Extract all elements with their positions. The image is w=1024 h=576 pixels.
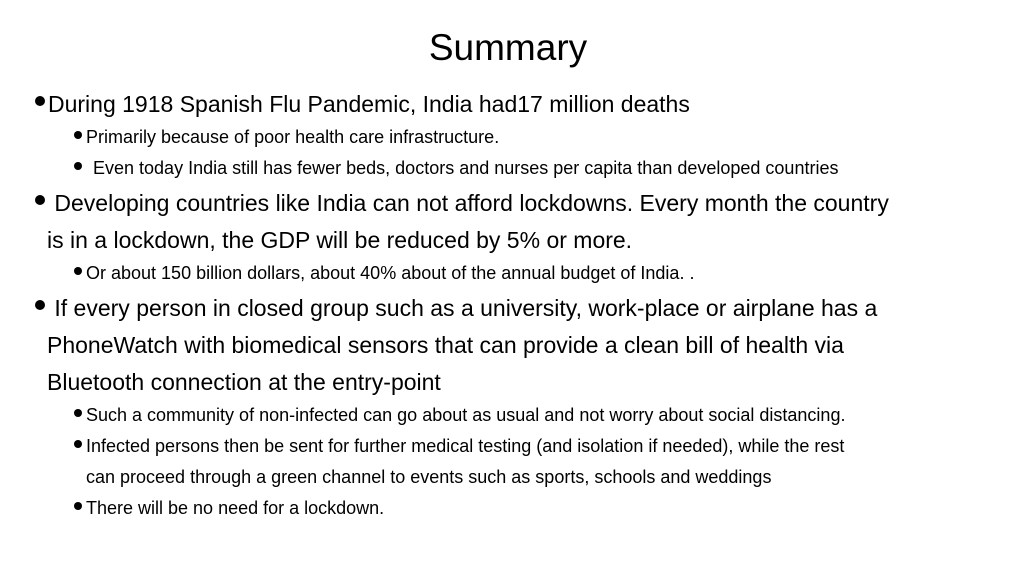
- bullet-dot-icon: [74, 502, 82, 510]
- bullet-text-line: is in a lockdown, the GDP will be reduced by 5% or more.: [47, 227, 633, 253]
- bullet-dot-icon: [35, 300, 45, 310]
- bullet-item-level1: [32, 290, 877, 401]
- bullet-dot-icon: [74, 409, 82, 417]
- bullet-item-level2: [72, 493, 384, 524]
- bullet-item-level2: [72, 122, 499, 153]
- bullet-text: During 1918 Spanish Flu Pandemic, India had17 million deaths: [48, 91, 690, 117]
- bullet-text: Primarily because of poor health care infrastructure.: [86, 127, 500, 147]
- bullet-text: Such a community of non-infected can go about as usual and not worry about social distancing.: [86, 405, 846, 425]
- bullet-item-level1: [32, 86, 690, 123]
- bullet-dot-icon: [74, 162, 82, 170]
- bullet-text-line: PhoneWatch with biomedical sensors that can provide a clean bill of health via: [47, 332, 844, 358]
- bullet-item-level2: [72, 431, 844, 493]
- bullet-text-line: Infected persons then be sent for further medical testing (and isolation if needed), while the rest: [86, 436, 845, 456]
- bullet-item-level2: [72, 258, 694, 289]
- bullet-dot-icon: [74, 267, 82, 275]
- bullet-item-level2: [72, 153, 838, 184]
- bullet-dot-icon: [35, 195, 45, 205]
- bullet-text-line: If every person in closed group such as a university, work-place or airplane has a: [48, 295, 878, 321]
- bullet-dot-icon: [74, 440, 82, 448]
- bullet-dot-icon: [35, 96, 45, 106]
- bullet-text-line: Bluetooth connection at the entry-point: [47, 369, 441, 395]
- bullet-item-level2: [72, 400, 845, 431]
- bullet-text: Even today India still has fewer beds, doctors and nurses per capita than developed countries: [88, 158, 839, 178]
- bullet-item-level1: [32, 185, 889, 259]
- bullet-text-line: Developing countries like India can not afford lockdowns. Every month the country: [48, 190, 889, 216]
- bullet-text: Or about 150 billion dollars, about 40% about of the annual budget of India. .: [86, 263, 695, 283]
- bullet-text-line: can proceed through a green channel to events such as sports, schools and weddings: [86, 467, 772, 487]
- slide-title: Summary: [428, 27, 588, 68]
- bullet-dot-icon: [74, 131, 82, 139]
- bullet-text: There will be no need for a lockdown.: [86, 498, 385, 518]
